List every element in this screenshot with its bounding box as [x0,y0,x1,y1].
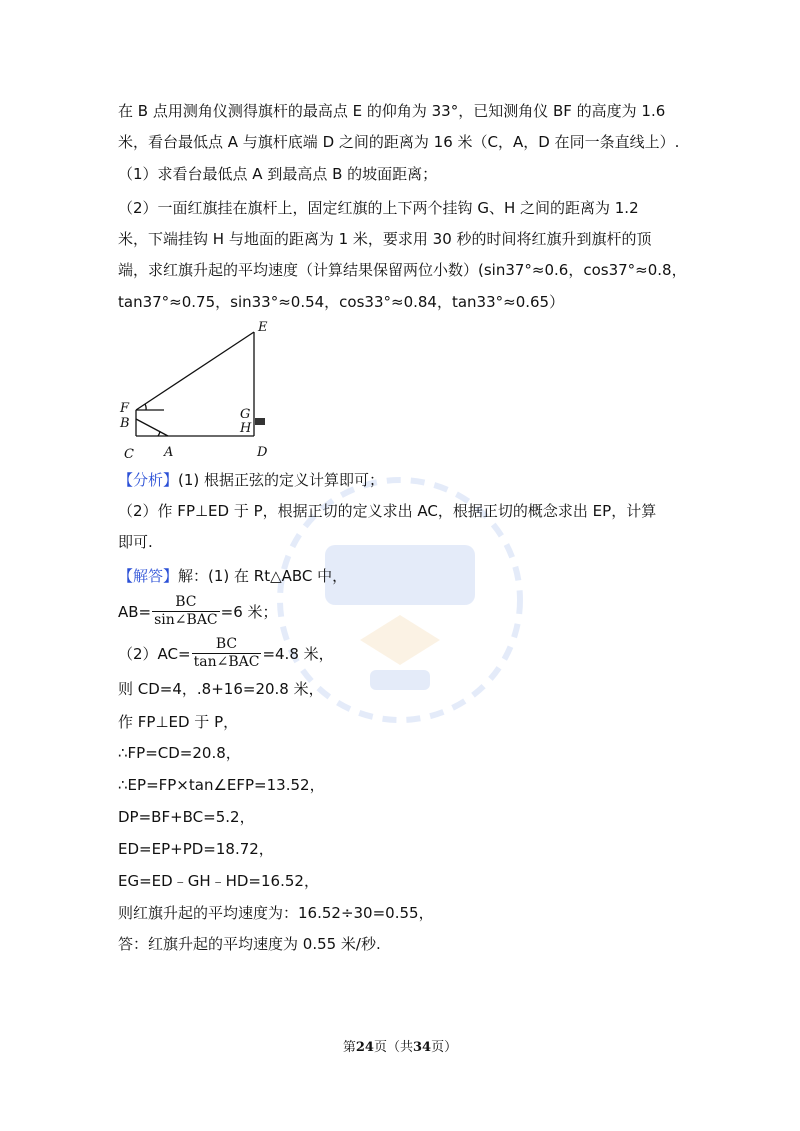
solution-step-2: 作 FP⊥ED 于 P， [118,713,239,731]
ab-numerator: BC [175,594,197,610]
solution-ac-line [118,636,334,671]
analysis-line-1 [118,469,384,491]
ac-fraction [192,636,262,671]
analysis-text-1: (1) 根据正弦的定义计算即可； [178,471,385,489]
solution-tag: 【解答】 [118,567,179,585]
solution-step-1: 则 CD=4，.8+16=20.8 米， [118,680,324,698]
label-b: B [120,416,130,431]
problem-line-5: 米，下端挂钩 H 与地面的距离为 1 米，要求用 30 秒的时间将红旗升到旗杆的顶 [118,230,652,248]
solution-step-4: ∴EP=FP×tan∠EFP=13.52， [118,776,325,794]
problem-line-1: 在 B 点用测角仪测得旗杆的最高点 E 的仰角为 33°，已知测角仪 BF 的高度为 1.6 [118,102,666,120]
ac-denominator: tan∠BAC [193,654,260,670]
solution-ab-line [118,594,278,629]
label-e: E [258,320,268,335]
solution-intro: 解：(1) 在 Rt△ABC 中， [178,567,348,585]
analysis-tag: 【分析】 [118,471,179,489]
problem-line-7: tan37°≈0.75，sin33°≈0.54，cos33°≈0.84，tan33°≈0.65） [118,293,565,311]
solution-step-8: 则红旗升起的平均速度为：16.52÷30=0.55， [118,904,434,922]
solution-answer: 答：红旗升起的平均速度为 0.55 米/秒. [118,935,381,953]
problem-line-2: 米，看台最低点 A 与旗杆底端 D 之间的距离为 16 米（C，A，D 在同一条直线上）. [118,133,680,151]
label-a: A [164,445,174,460]
solution-step-3: ∴FP=CD=20.8， [118,744,241,762]
ac-suffix: =4.8 米， [262,644,334,663]
angle-arc-f [145,404,146,410]
solution-step-5: DP=BF+BC=5.2， [118,808,255,826]
ab-prefix: AB= [118,602,152,621]
label-d: D [257,445,268,460]
footer-post: 页） [431,1040,458,1055]
solution-step-6: ED=EP+PD=18.72， [118,840,274,858]
footer-total-pages: 34 [413,1040,432,1055]
analysis-line-2: （2）作 FP⊥ED 于 P，根据正切的定义求出 AC，根据正切的概念求出 EP，计算 [118,502,657,520]
page-footer [0,1036,800,1055]
problem-line-3: （1）求看台最低点 A 到最高点 B 的坡面距离； [118,165,438,183]
ab-suffix: =6 米； [220,602,278,621]
analysis-line-3: 即可. [118,533,153,551]
solution-step-7: EG=ED﹣GH﹣HD=16.52， [118,872,319,890]
slope-ba [136,419,168,436]
label-h: H [240,421,252,436]
problem-line-6: 端，求红旗升起的平均速度（计算结果保留两位小数）(sin37°≈0.6，cos37°≈0.8， [118,261,687,279]
flag-icon [255,418,265,425]
label-g: G [240,407,251,422]
label-c: C [124,447,134,462]
geometry-figure [116,318,276,468]
footer-mid: 页（共 [373,1040,413,1055]
footer-page-number: 24 [355,1040,374,1055]
label-f: F [120,401,130,416]
ac-numerator: BC [215,636,238,652]
ab-denominator: sin∠BAC [154,612,218,628]
problem-line-4: （2）一面红旗挂在旗杆上，固定红旗的上下两个挂钩 G、H 之间的距离为 1.2 [118,199,639,217]
sight-line-fe [136,332,254,410]
ab-fraction [152,594,220,629]
footer-pre: 第 [342,1040,356,1055]
ac-prefix: （2）AC= [118,644,191,663]
solution-line-intro [118,565,347,587]
